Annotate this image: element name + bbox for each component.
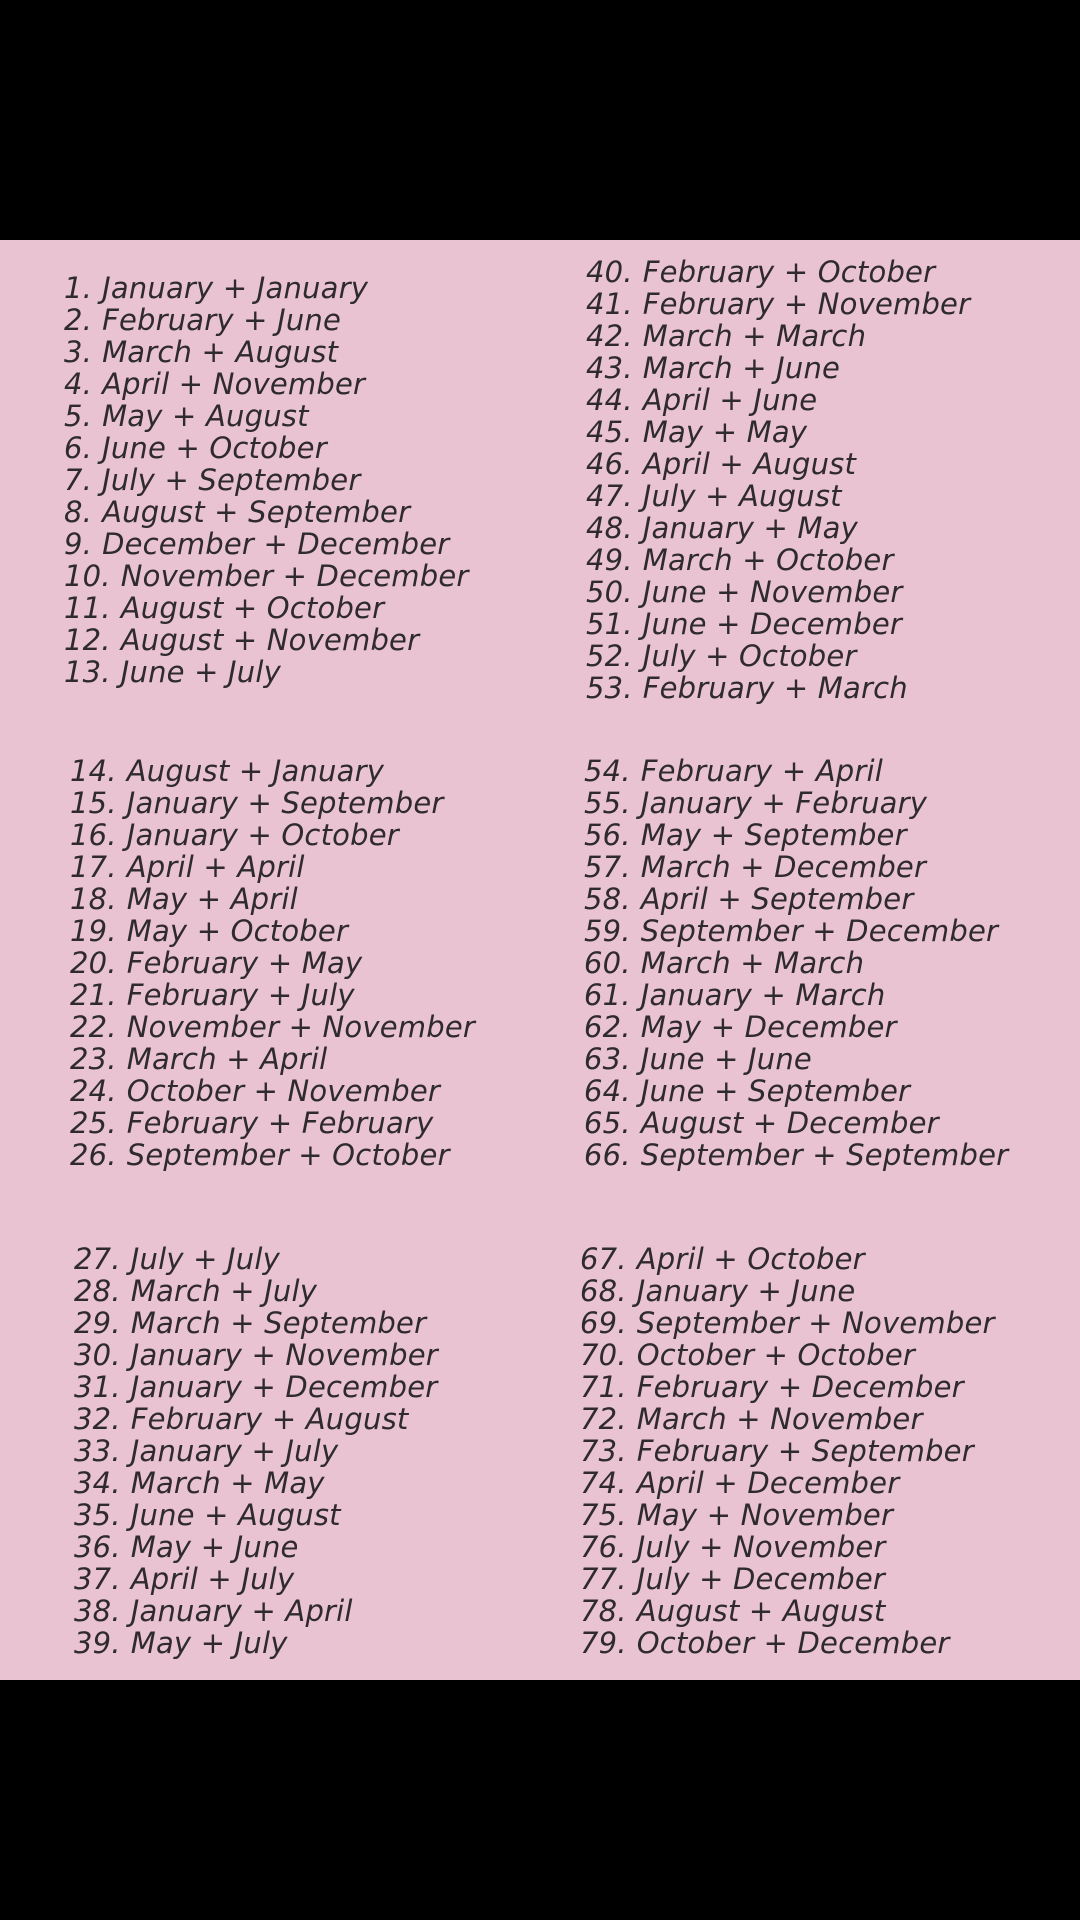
item-month-pair: February + August — [130, 1402, 409, 1436]
list-item — [70, 1139, 475, 1171]
list-item — [586, 448, 970, 480]
list-item — [64, 336, 469, 368]
list-group-2 — [70, 755, 475, 1171]
item-number: 48. — [586, 511, 633, 545]
item-month-pair: June + November — [642, 575, 903, 609]
item-month-pair: March + November — [636, 1402, 923, 1436]
item-number: 44. — [586, 383, 633, 417]
item-number: 72. — [580, 1402, 627, 1436]
list-item — [584, 787, 1008, 819]
list-item — [70, 819, 475, 851]
item-number: 40. — [586, 255, 633, 289]
item-month-pair: May + November — [636, 1498, 894, 1532]
item-number: 41. — [586, 287, 633, 321]
list-item — [584, 979, 1008, 1011]
list-item — [586, 544, 970, 576]
list-item — [586, 320, 970, 352]
list-item — [74, 1371, 438, 1403]
item-month-pair: July + September — [102, 463, 361, 497]
item-number: 1. — [64, 271, 93, 305]
list-item — [64, 464, 469, 496]
list-group-5 — [584, 755, 1008, 1171]
item-month-pair: July + December — [636, 1562, 886, 1596]
item-number: 16. — [70, 818, 117, 852]
list-group-6 — [580, 1243, 995, 1659]
item-number: 69. — [580, 1306, 627, 1340]
item-month-pair: June + September — [640, 1074, 911, 1108]
list-group-1 — [64, 272, 469, 688]
item-month-pair: May + April — [126, 882, 298, 916]
list-item — [586, 640, 970, 672]
list-item — [64, 400, 469, 432]
item-number: 45. — [586, 415, 633, 449]
item-month-pair: March + June — [642, 351, 841, 385]
list-item — [586, 512, 970, 544]
list-item — [64, 368, 469, 400]
item-number: 60. — [584, 946, 631, 980]
item-month-pair: March + April — [126, 1042, 328, 1076]
list-item — [70, 883, 475, 915]
item-month-pair: January + May — [642, 511, 858, 545]
list-item — [580, 1403, 995, 1435]
list-item — [64, 592, 469, 624]
item-number: 55. — [584, 786, 631, 820]
item-month-pair: June + July — [120, 655, 281, 689]
item-month-pair: January + March — [640, 978, 886, 1012]
list-item — [586, 576, 970, 608]
item-month-pair: March + December — [640, 850, 927, 884]
list-item — [580, 1627, 995, 1659]
list-item — [64, 272, 469, 304]
item-number: 11. — [64, 591, 111, 625]
item-number: 47. — [586, 479, 633, 513]
list-item — [580, 1531, 995, 1563]
item-number: 26. — [70, 1138, 117, 1172]
item-month-pair: February + February — [126, 1106, 434, 1140]
item-number: 14. — [70, 754, 117, 788]
item-number: 30. — [74, 1338, 121, 1372]
item-number: 23. — [70, 1042, 117, 1076]
list-item — [70, 787, 475, 819]
list-item — [584, 915, 1008, 947]
item-month-pair: March + August — [102, 335, 339, 369]
item-month-pair: August + December — [640, 1106, 939, 1140]
item-month-pair: March + May — [130, 1466, 325, 1500]
item-number: 77. — [580, 1562, 627, 1596]
list-item — [70, 979, 475, 1011]
item-number: 50. — [586, 575, 633, 609]
item-month-pair: March + July — [130, 1274, 318, 1308]
item-month-pair: March + September — [130, 1306, 427, 1340]
list-item — [586, 352, 970, 384]
item-number: 59. — [584, 914, 631, 948]
list-item — [74, 1307, 438, 1339]
item-month-pair: April + September — [640, 882, 914, 916]
item-number: 25. — [70, 1106, 117, 1140]
item-month-pair: May + June — [130, 1530, 299, 1564]
item-number: 71. — [580, 1370, 627, 1404]
item-number: 66. — [584, 1138, 631, 1172]
item-month-pair: July + November — [636, 1530, 886, 1564]
item-number: 22. — [70, 1010, 117, 1044]
item-number: 7. — [64, 463, 93, 497]
item-number: 57. — [584, 850, 631, 884]
item-month-pair: September + October — [126, 1138, 450, 1172]
list-item — [580, 1371, 995, 1403]
list-item — [586, 480, 970, 512]
item-month-pair: April + December — [636, 1466, 900, 1500]
list-item — [74, 1595, 438, 1627]
item-number: 62. — [584, 1010, 631, 1044]
item-month-pair: July + August — [642, 479, 842, 513]
item-number: 4. — [64, 367, 93, 401]
list-item — [70, 1043, 475, 1075]
item-number: 65. — [584, 1106, 631, 1140]
item-month-pair: November + December — [120, 559, 469, 593]
item-number: 18. — [70, 882, 117, 916]
item-number: 53. — [586, 671, 633, 705]
item-month-pair: May + August — [102, 399, 309, 433]
item-month-pair: September + December — [640, 914, 999, 948]
list-item — [74, 1499, 438, 1531]
list-item — [584, 755, 1008, 787]
item-number: 54. — [584, 754, 631, 788]
list-item — [74, 1339, 438, 1371]
item-month-pair: September + November — [636, 1306, 995, 1340]
item-number: 17. — [70, 850, 117, 884]
list-item — [70, 1107, 475, 1139]
item-number: 29. — [74, 1306, 121, 1340]
item-month-pair: July + July — [130, 1242, 280, 1276]
item-number: 3. — [64, 335, 93, 369]
list-item — [64, 304, 469, 336]
item-month-pair: January + February — [640, 786, 928, 820]
item-month-pair: February + November — [642, 287, 971, 321]
item-number: 56. — [584, 818, 631, 852]
item-month-pair: April + July — [130, 1562, 295, 1596]
list-item — [580, 1563, 995, 1595]
item-month-pair: April + April — [126, 850, 305, 884]
list-item — [70, 851, 475, 883]
item-month-pair: January + April — [130, 1594, 353, 1628]
month-pairs-panel — [0, 240, 1080, 1680]
item-month-pair: November + November — [126, 1010, 475, 1044]
list-item — [64, 528, 469, 560]
item-month-pair: February + July — [126, 978, 355, 1012]
list-item — [74, 1275, 438, 1307]
item-number: 19. — [70, 914, 117, 948]
item-month-pair: April + October — [636, 1242, 865, 1276]
list-item — [64, 432, 469, 464]
item-number: 20. — [70, 946, 117, 980]
list-item — [586, 672, 970, 704]
item-month-pair: March + March — [640, 946, 865, 980]
list-item — [586, 288, 970, 320]
list-item — [74, 1467, 438, 1499]
item-number: 37. — [74, 1562, 121, 1596]
item-number: 35. — [74, 1498, 121, 1532]
item-month-pair: April + June — [642, 383, 818, 417]
list-item — [584, 1107, 1008, 1139]
item-number: 38. — [74, 1594, 121, 1628]
item-number: 6. — [64, 431, 93, 465]
item-month-pair: January + July — [130, 1434, 339, 1468]
item-number: 39. — [74, 1626, 121, 1660]
item-number: 49. — [586, 543, 633, 577]
list-item — [74, 1531, 438, 1563]
list-group-4 — [586, 256, 970, 704]
list-item — [70, 755, 475, 787]
item-month-pair: March + October — [642, 543, 894, 577]
item-number: 24. — [70, 1074, 117, 1108]
item-number: 63. — [584, 1042, 631, 1076]
item-month-pair: May + December — [640, 1010, 897, 1044]
list-item — [580, 1467, 995, 1499]
list-item — [586, 416, 970, 448]
list-item — [580, 1339, 995, 1371]
list-item — [64, 624, 469, 656]
list-item — [580, 1307, 995, 1339]
item-number: 36. — [74, 1530, 121, 1564]
list-item — [584, 1011, 1008, 1043]
list-item — [70, 1011, 475, 1043]
item-month-pair: January + December — [130, 1370, 438, 1404]
item-month-pair: January + September — [126, 786, 444, 820]
list-item — [584, 851, 1008, 883]
item-month-pair: October + December — [636, 1626, 950, 1660]
list-item — [64, 496, 469, 528]
item-number: 75. — [580, 1498, 627, 1532]
item-month-pair: June + October — [102, 431, 327, 465]
list-item — [74, 1435, 438, 1467]
item-number: 51. — [586, 607, 633, 641]
item-month-pair: February + April — [640, 754, 884, 788]
item-month-pair: October + October — [636, 1338, 915, 1372]
item-number: 9. — [64, 527, 93, 561]
item-month-pair: August + August — [636, 1594, 886, 1628]
item-month-pair: August + January — [126, 754, 385, 788]
item-number: 43. — [586, 351, 633, 385]
list-item — [584, 1075, 1008, 1107]
item-number: 13. — [64, 655, 111, 689]
item-month-pair: February + May — [126, 946, 363, 980]
item-month-pair: April + November — [102, 367, 366, 401]
item-month-pair: February + June — [102, 303, 342, 337]
list-item — [580, 1275, 995, 1307]
item-number: 67. — [580, 1242, 627, 1276]
item-month-pair: January + January — [102, 271, 369, 305]
item-month-pair: February + March — [642, 671, 908, 705]
item-number: 31. — [74, 1370, 121, 1404]
item-number: 52. — [586, 639, 633, 673]
list-item — [584, 883, 1008, 915]
item-month-pair: May + July — [130, 1626, 288, 1660]
item-month-pair: August + October — [120, 591, 385, 625]
list-item — [64, 656, 469, 688]
list-item — [586, 384, 970, 416]
item-number: 46. — [586, 447, 633, 481]
item-number: 34. — [74, 1466, 121, 1500]
item-month-pair: March + March — [642, 319, 867, 353]
item-number: 15. — [70, 786, 117, 820]
list-item — [74, 1403, 438, 1435]
item-month-pair: August + September — [102, 495, 411, 529]
list-item — [586, 256, 970, 288]
item-number: 73. — [580, 1434, 627, 1468]
item-month-pair: January + November — [130, 1338, 438, 1372]
item-number: 61. — [584, 978, 631, 1012]
item-month-pair: August + November — [120, 623, 420, 657]
item-month-pair: June + August — [130, 1498, 341, 1532]
list-item — [580, 1595, 995, 1627]
item-number: 8. — [64, 495, 93, 529]
item-number: 78. — [580, 1594, 627, 1628]
item-number: 5. — [64, 399, 93, 433]
list-item — [584, 947, 1008, 979]
item-number: 42. — [586, 319, 633, 353]
item-month-pair: October + November — [126, 1074, 440, 1108]
item-number: 76. — [580, 1530, 627, 1564]
list-item — [74, 1627, 438, 1659]
item-month-pair: December + December — [102, 527, 450, 561]
item-number: 32. — [74, 1402, 121, 1436]
item-month-pair: May + September — [640, 818, 907, 852]
list-item — [586, 608, 970, 640]
item-month-pair: May + October — [126, 914, 349, 948]
list-item — [70, 915, 475, 947]
list-item — [64, 560, 469, 592]
list-item — [74, 1243, 438, 1275]
item-month-pair: February + October — [642, 255, 936, 289]
list-item — [70, 1075, 475, 1107]
item-number: 2. — [64, 303, 93, 337]
item-month-pair: January + June — [636, 1274, 856, 1308]
item-month-pair: February + December — [636, 1370, 964, 1404]
list-item — [584, 1139, 1008, 1171]
item-month-pair: May + May — [642, 415, 808, 449]
item-number: 33. — [74, 1434, 121, 1468]
list-item — [580, 1243, 995, 1275]
item-month-pair: June + December — [642, 607, 903, 641]
item-number: 10. — [64, 559, 111, 593]
item-number: 21. — [70, 978, 117, 1012]
item-number: 79. — [580, 1626, 627, 1660]
item-number: 28. — [74, 1274, 121, 1308]
item-month-pair: January + October — [126, 818, 399, 852]
list-item — [584, 819, 1008, 851]
item-month-pair: September + September — [640, 1138, 1009, 1172]
list-item — [584, 1043, 1008, 1075]
item-number: 12. — [64, 623, 111, 657]
item-month-pair: April + August — [642, 447, 857, 481]
list-item — [74, 1563, 438, 1595]
item-number: 74. — [580, 1466, 627, 1500]
item-month-pair: February + September — [636, 1434, 974, 1468]
item-number: 64. — [584, 1074, 631, 1108]
list-item — [580, 1499, 995, 1531]
item-number: 58. — [584, 882, 631, 916]
item-month-pair: June + June — [640, 1042, 812, 1076]
list-item — [70, 947, 475, 979]
item-number: 68. — [580, 1274, 627, 1308]
item-number: 70. — [580, 1338, 627, 1372]
list-group-3 — [74, 1243, 438, 1659]
item-month-pair: July + October — [642, 639, 857, 673]
item-number: 27. — [74, 1242, 121, 1276]
list-item — [580, 1435, 995, 1467]
